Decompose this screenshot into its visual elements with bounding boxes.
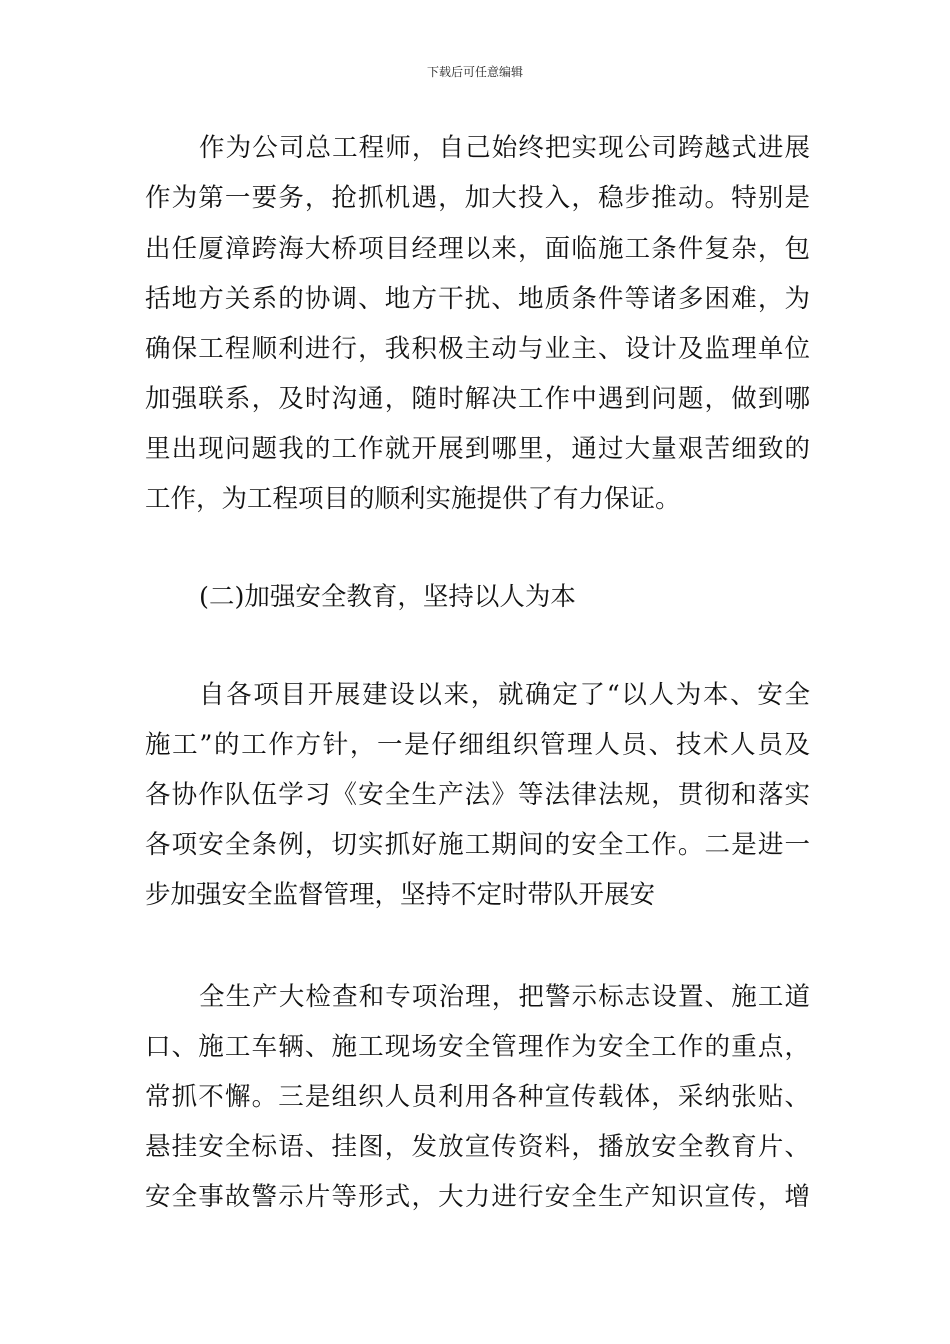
text-line: 各项安全条例，切实抓好施工期间的安全工作。二是进一 [145,830,810,860]
text-line: 里出现问题我的工作就开展到哪里，通过大量艰苦细致的 [145,434,810,464]
heading-line: (二)加强安全教育，坚持以人为本 [199,582,576,612]
text-line: 全生产大检查和专项治理，把警示标志设置、施工道 [199,982,810,1012]
text-line: 常抓不懈。三是组织人员利用各种宣传载体，采纳张贴、 [145,1082,810,1112]
text-line: 施工”的工作方针，一是仔细组织管理人员、技术人员及 [145,730,810,760]
text-line: 加强联系，及时沟通，随时解决工作中遇到问题，做到哪 [145,384,810,414]
text-line: 口、施工车辆、施工现场安全管理作为安全工作的重点， [145,1032,810,1062]
text-line: 步加强安全监督管理，坚持不定时带队开展安 [145,880,656,910]
text-line: 作为公司总工程师，自己始终把实现公司跨越式进展 [199,133,810,163]
text-line: 确保工程顺利进行，我积极主动与业主、设计及监理单位 [145,334,810,364]
text-line: 自各项目开展建设以来，就确定了“以人为本、安全 [199,680,810,710]
text-line: 工作，为工程项目的顺利实施提供了有力保证。 [145,484,681,514]
text-line: 安全事故警示片等形式，大力进行安全生产知识宣传，增 [145,1182,810,1212]
text-line: 作为第一要务，抢抓机遇，加大投入，稳步推动。特别是 [145,183,810,213]
text-line: 各协作队伍学习《安全生产法》等法律法规，贯彻和落实 [145,780,810,810]
page-header: 下载后可任意编辑 [426,65,523,79]
text-line: 出任厦漳跨海大桥项目经理以来，面临施工条件复杂，包 [145,234,810,264]
text-line: 括地方关系的协调、地方干扰、地质条件等诸多困难，为 [145,284,810,314]
text-line: 悬挂安全标语、挂图，发放宣传资料，播放安全教育片、 [145,1132,810,1162]
